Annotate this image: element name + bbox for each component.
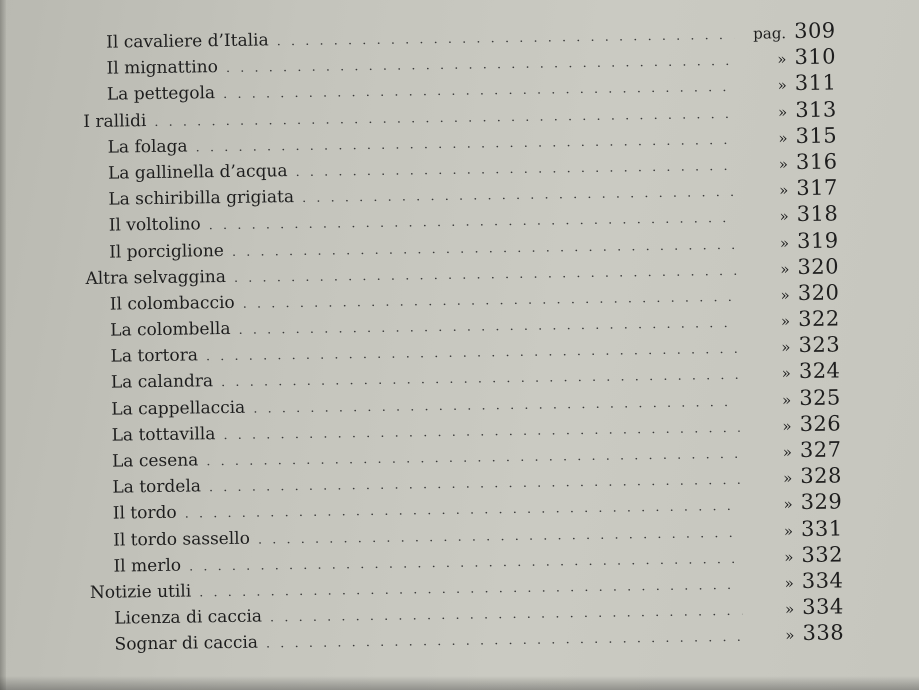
page-prefix: » bbox=[777, 102, 788, 121]
page-prefix: » bbox=[780, 312, 791, 331]
page-prefix: » bbox=[783, 469, 793, 488]
dot-leader bbox=[266, 625, 743, 658]
page-number: 320 bbox=[797, 280, 840, 305]
page-number: 334 bbox=[801, 568, 844, 593]
page-edge bbox=[0, 0, 6, 690]
page-number: 315 bbox=[795, 123, 838, 148]
entry-title: Il voltolino bbox=[108, 214, 201, 236]
page-prefix: » bbox=[781, 390, 792, 409]
page-number: 329 bbox=[800, 489, 843, 515]
page-number: 310 bbox=[794, 44, 837, 70]
page-prefix: » bbox=[778, 155, 789, 174]
entry-title: La folaga bbox=[107, 136, 188, 158]
page-number: 317 bbox=[796, 175, 839, 201]
table-of-contents bbox=[82, 17, 851, 656]
entry-title: Altra selvaggina bbox=[85, 266, 227, 289]
page-prefix: » bbox=[782, 443, 793, 462]
page-number: 316 bbox=[795, 149, 838, 174]
page-number: 334 bbox=[801, 594, 844, 620]
page-number: 325 bbox=[799, 385, 841, 410]
page-number: 322 bbox=[797, 306, 840, 332]
page-number: 320 bbox=[797, 254, 840, 279]
page-prefix: » bbox=[779, 233, 790, 252]
page-prefix: » bbox=[777, 76, 787, 95]
page-number: 309 bbox=[793, 18, 836, 44]
entry-title: Il mignattino bbox=[106, 57, 219, 79]
page-prefix: » bbox=[781, 338, 791, 357]
entry-title: La colombella bbox=[110, 319, 231, 341]
page-prefix: » bbox=[785, 626, 795, 645]
page-prefix: pag. bbox=[753, 24, 787, 43]
page-number: 331 bbox=[800, 515, 843, 541]
page-number: 328 bbox=[800, 463, 843, 489]
entry-title: La gallinella d’acqua bbox=[107, 161, 288, 184]
entry-title: Il colombaccio bbox=[109, 292, 235, 315]
page-prefix: » bbox=[780, 286, 790, 305]
entry-title: Il cavaliere d’Italia bbox=[106, 30, 269, 53]
page-number: 323 bbox=[798, 332, 841, 358]
entry-title: I rallidi bbox=[83, 110, 147, 132]
page-prefix: » bbox=[783, 495, 793, 514]
entry-title: La tordela bbox=[112, 476, 202, 498]
entry-title: Il merlo bbox=[113, 555, 182, 577]
page-prefix: » bbox=[784, 600, 795, 619]
entry-title: La calandra bbox=[110, 371, 214, 394]
entry-title: La schiribilla grigiata bbox=[108, 187, 295, 210]
page-number: 313 bbox=[795, 97, 837, 122]
entry-title: Il porciglione bbox=[108, 240, 225, 263]
page-prefix: » bbox=[780, 259, 790, 278]
page-number: 326 bbox=[799, 411, 842, 436]
page-prefix: » bbox=[779, 181, 789, 200]
page-shadow bbox=[0, 676, 919, 690]
entry-title: Il tordo sassello bbox=[113, 528, 251, 551]
page-prefix: » bbox=[784, 547, 794, 566]
page-prefix: » bbox=[777, 50, 787, 69]
entry-title: Licenza di caccia bbox=[114, 606, 263, 629]
entry-title: La tortora bbox=[110, 345, 199, 367]
page-prefix: » bbox=[784, 574, 794, 593]
entry-title: Il tordo bbox=[112, 503, 177, 524]
page-number: 324 bbox=[798, 358, 841, 384]
page-number: 327 bbox=[799, 437, 842, 463]
page-number: 318 bbox=[796, 201, 839, 227]
page-number: 319 bbox=[796, 227, 839, 253]
page-prefix: » bbox=[783, 521, 794, 540]
page-prefix: » bbox=[781, 364, 792, 383]
entry-title: La tottavilla bbox=[111, 423, 216, 446]
entry-title: Notizie utili bbox=[89, 581, 192, 603]
entry-title: La pettegola bbox=[106, 83, 216, 106]
entry-title: La cesena bbox=[111, 450, 199, 472]
page-prefix: » bbox=[782, 416, 792, 436]
page-number: 338 bbox=[802, 620, 845, 646]
entry-title: La cappellaccia bbox=[111, 397, 246, 420]
page-prefix: » bbox=[779, 207, 789, 226]
entry-title: Sognar di caccia bbox=[114, 632, 259, 655]
page-number: 311 bbox=[794, 70, 837, 96]
page-number: 332 bbox=[801, 542, 844, 567]
page-prefix: » bbox=[778, 128, 788, 148]
